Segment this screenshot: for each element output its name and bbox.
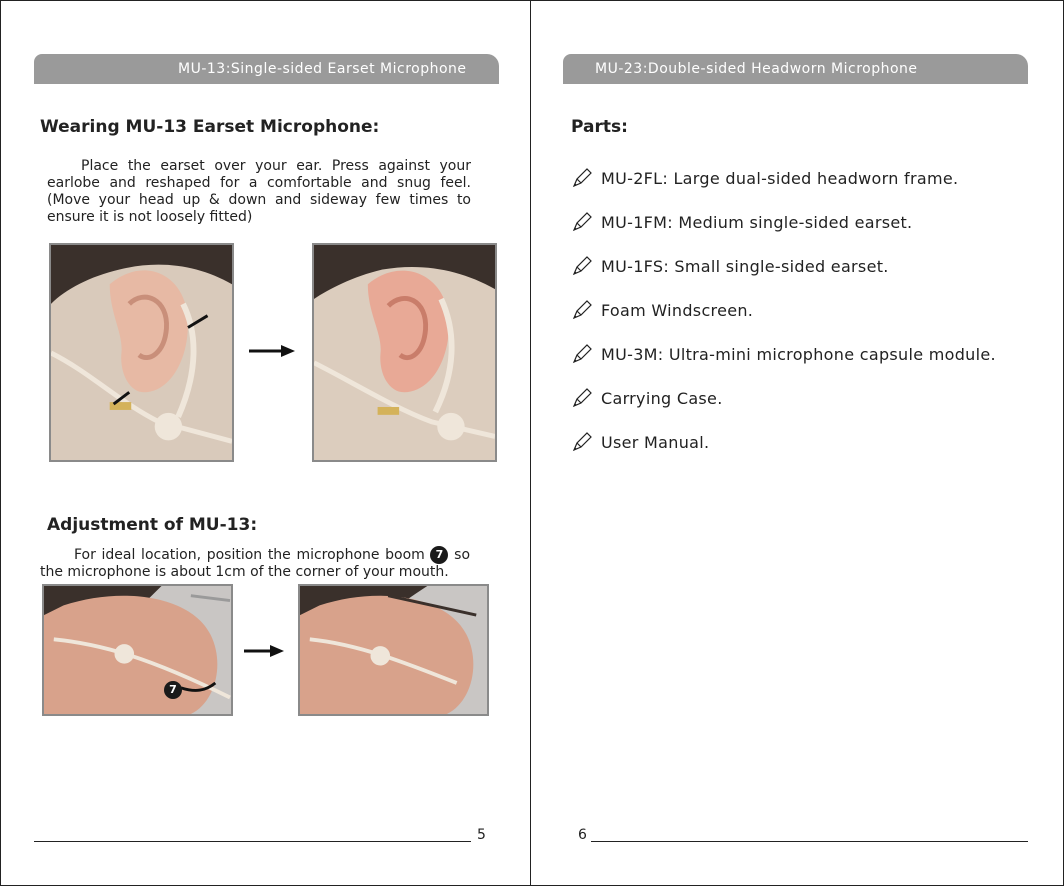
part-label: MU-2FL: Large dual-sided headworn frame. <box>601 168 959 188</box>
pencil-icon <box>571 299 593 321</box>
left-page <box>0 0 530 886</box>
part-label: Foam Windscreen. <box>601 300 754 320</box>
parts-heading: Parts: <box>571 117 628 137</box>
pencil-icon <box>571 387 593 409</box>
list-item <box>571 420 996 464</box>
adjust-paragraph <box>40 546 470 581</box>
left-page-number: 5 <box>477 827 486 843</box>
right-arrow-icon <box>249 343 295 359</box>
face-photo-after <box>298 584 489 716</box>
adjust-text-after: so the microphone is about 1cm of the corner of your mouth. <box>40 547 471 580</box>
adjust-text-before: For ideal location, position the microphone boom <box>74 547 425 563</box>
right-footer-line <box>591 841 1028 842</box>
pencil-icon <box>571 167 593 189</box>
parts-list <box>571 156 996 464</box>
list-item <box>571 376 996 420</box>
pencil-icon <box>571 211 593 233</box>
pencil-icon <box>571 343 593 365</box>
list-item <box>571 244 996 288</box>
adjust-heading: Adjustment of MU-13: <box>47 515 258 535</box>
ear-photo-before <box>49 243 234 462</box>
right-page-number: 6 <box>578 827 587 843</box>
wearing-text: Place the earset over your ear. Press against your earlobe and reshaped for a comfortable and snug feel. (Move your head up & down and sideway few times to ensure it is not loosely fitted) <box>47 158 471 225</box>
part-label: User Manual. <box>601 432 710 452</box>
boom-number-badge: 7 <box>430 546 448 564</box>
photo-number-badge: 7 <box>164 681 182 699</box>
ear-photo-after <box>312 243 497 462</box>
right-banner: MU-23:Double-sided Headworn Microphone <box>563 54 1028 84</box>
wearing-heading: Wearing MU-13 Earset Microphone: <box>40 117 380 137</box>
left-banner: MU-13:Single-sided Earset Microphone <box>34 54 499 84</box>
right-arrow-icon-2 <box>244 643 284 659</box>
left-footer-line <box>34 841 471 842</box>
list-item <box>571 332 996 376</box>
wearing-paragraph <box>47 158 471 226</box>
pencil-icon <box>571 431 593 453</box>
part-label: MU-1FM: Medium single-sided earset. <box>601 212 913 232</box>
part-label: Carrying Case. <box>601 388 723 408</box>
list-item <box>571 156 996 200</box>
pencil-icon <box>571 255 593 277</box>
part-label: MU-3M: Ultra-mini microphone capsule module. <box>601 344 996 364</box>
face-photo-before <box>42 584 233 716</box>
list-item <box>571 288 996 332</box>
part-label: MU-1FS: Small single-sided earset. <box>601 256 889 276</box>
list-item <box>571 200 996 244</box>
right-page <box>531 0 1064 886</box>
